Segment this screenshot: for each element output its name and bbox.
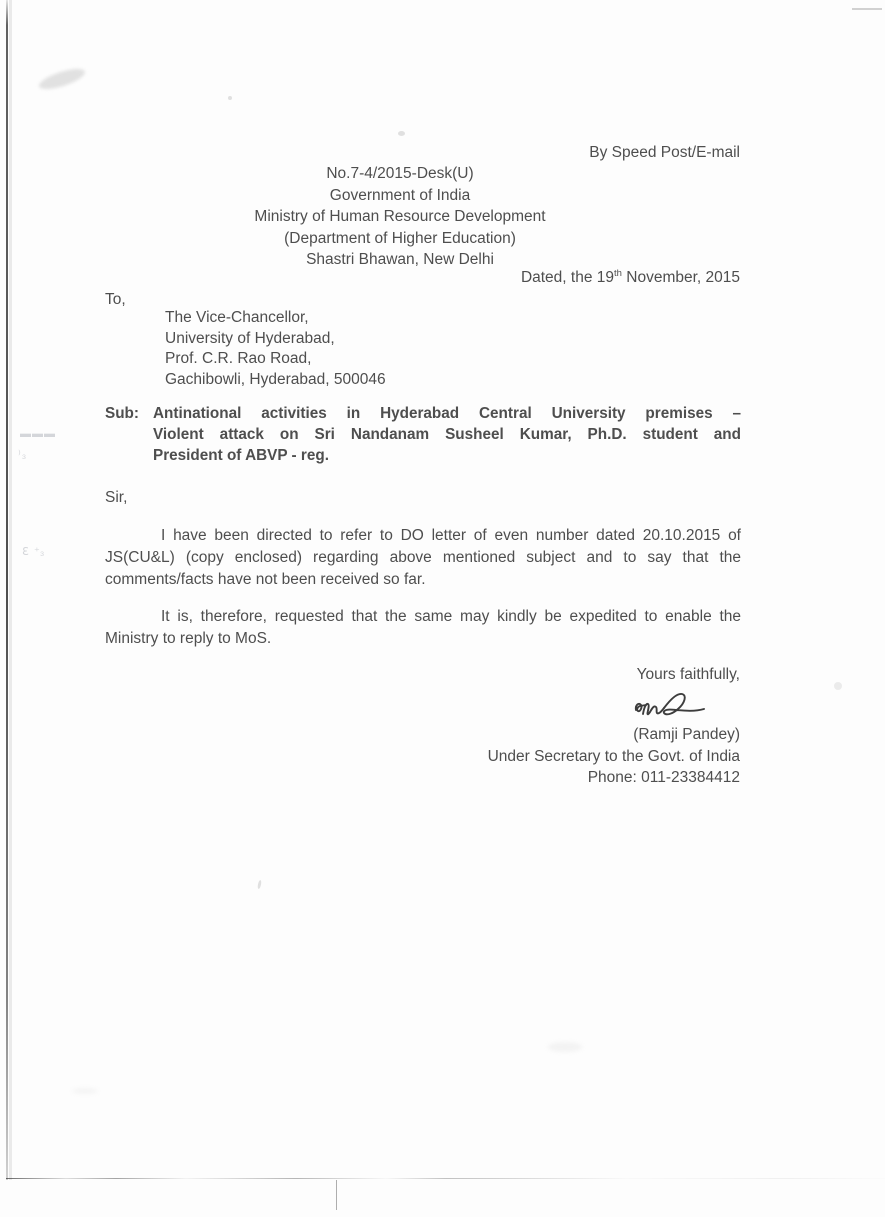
signatory-designation: Under Secretary to the Govt. of India xyxy=(487,747,740,765)
issuer-line-1: Government of India xyxy=(329,186,471,204)
subject-block xyxy=(105,403,741,466)
date-line xyxy=(0,267,740,289)
addressee-line-1: The Vice-Chancellor, xyxy=(165,309,309,326)
date-ordinal-suffix: th xyxy=(614,267,622,279)
ghost-bleed-mark-2: ⁾₃ xyxy=(18,449,28,461)
subject-text xyxy=(153,403,741,466)
letterhead-block xyxy=(0,163,800,271)
issuer-line-4: Shastri Bhawan, New Delhi xyxy=(306,251,494,268)
date-prefix: Dated, the 19 xyxy=(520,269,615,286)
ghost-bleed-mark-1: ▬▬▬ xyxy=(20,428,56,440)
addressee-block xyxy=(165,308,386,390)
signatory-phone: Phone: 011-23384412 xyxy=(587,769,740,786)
handwritten-signature xyxy=(630,688,725,726)
date-suffix: November, 2015 xyxy=(621,269,740,286)
to-label: To, xyxy=(105,291,126,308)
issuer-line-2: Ministry of Human Resource Development xyxy=(254,208,546,225)
addressee-line-4: Gachibowli, Hyderabad, 500046 xyxy=(165,370,386,388)
body-paragraph-2: It is, therefore, requested that the same may kindly be expedited to enable the Ministry to reply to MoS. xyxy=(105,608,741,647)
subject-line-1: Antinational activities in Hyderabad Central University premises – xyxy=(153,405,741,422)
subject-line-3: President of ABVP - reg. xyxy=(153,447,329,464)
subject-label: Sub: xyxy=(105,405,139,422)
ghost-bleed-mark-3: ℇ ⁺₃ xyxy=(22,546,45,558)
issuer-line-3: (Department of Higher Education) xyxy=(284,229,516,247)
salutation: Sir, xyxy=(105,489,128,506)
addressee-line-3: Prof. C.R. Rao Road, xyxy=(165,350,312,367)
body-paragraph-1: I have been directed to refer to DO letter of even number dated 20.10.2015 of JS(CU&L) (copy enclosed) regarding above mentioned subject and to say that the comments/facts have not been received so far. xyxy=(105,527,741,588)
reference-number: No.7-4/2015-Desk(U) xyxy=(326,165,474,182)
addressee-line-2: University of Hyderabad, xyxy=(165,329,335,347)
subject-line-2: Violent attack on Sri Nandanam Susheel Kumar, Ph.D. student and xyxy=(153,426,741,443)
signatory-block xyxy=(0,724,740,789)
speed-post-note: By Speed Post/E-mail xyxy=(589,144,740,161)
valediction: Yours faithfully, xyxy=(636,666,740,683)
signatory-name: (Ramji Pandey) xyxy=(633,726,740,743)
